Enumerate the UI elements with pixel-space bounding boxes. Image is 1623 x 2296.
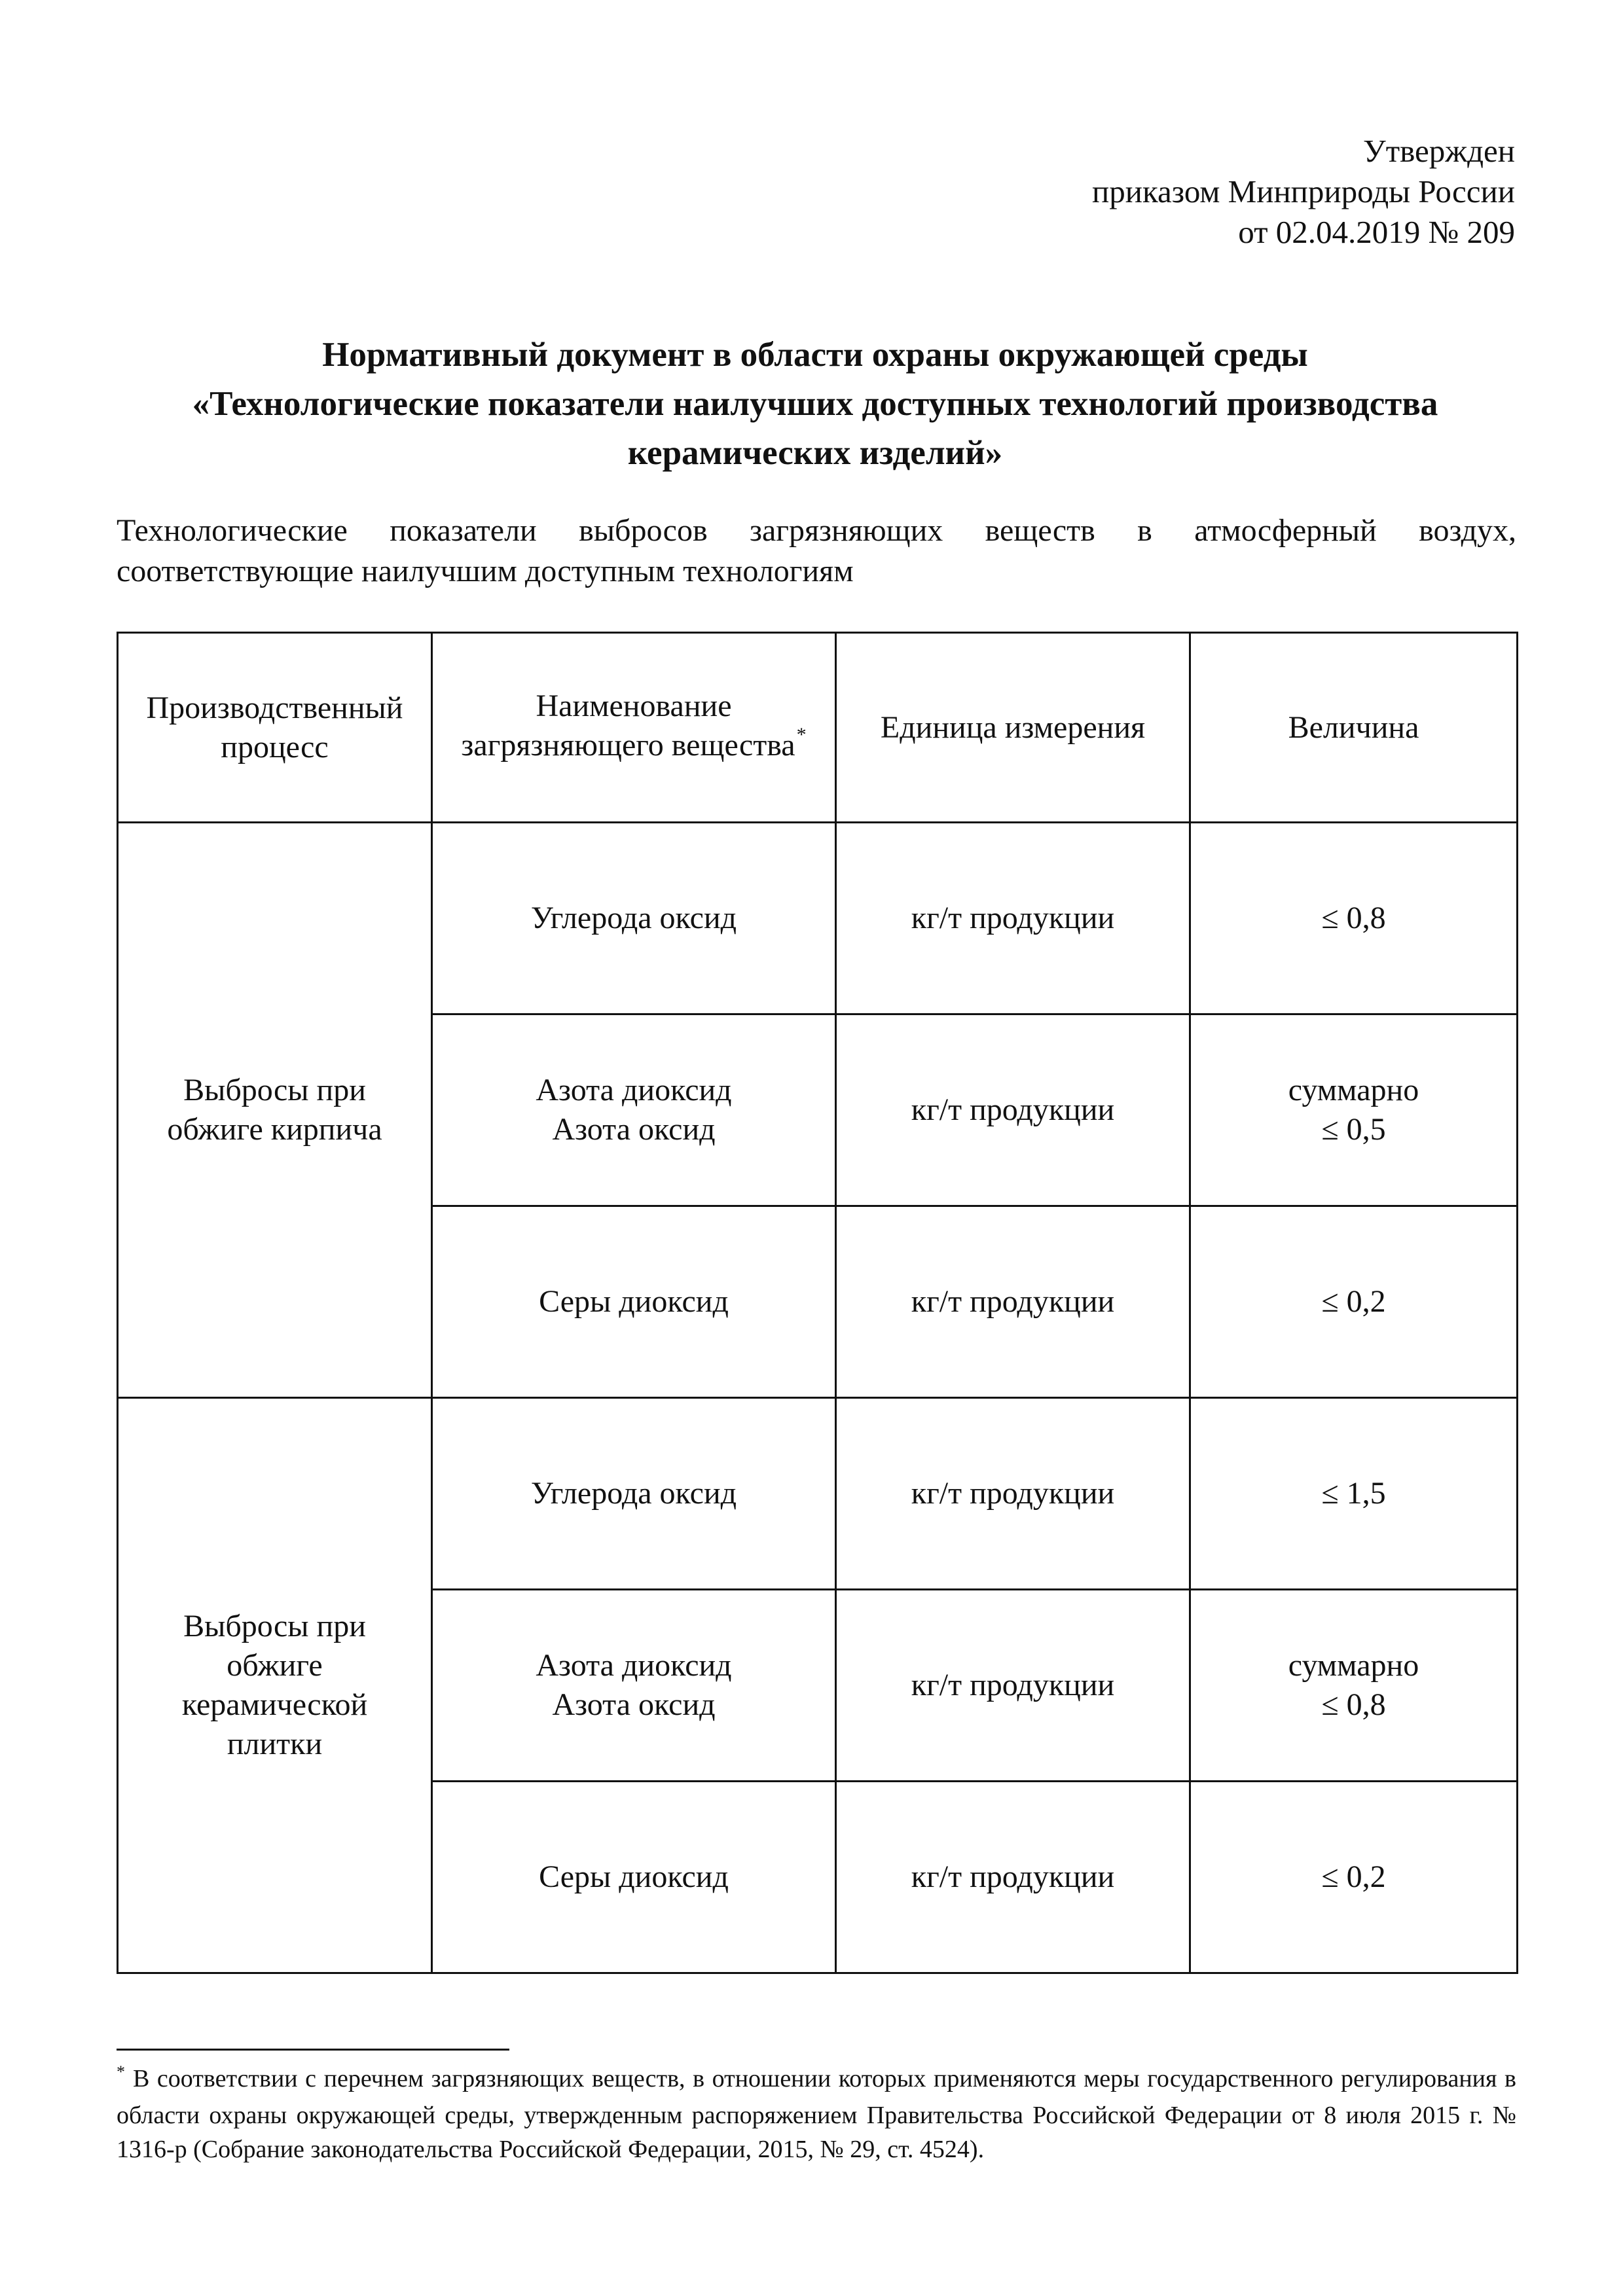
approval-line-3: от 02.04.2019 № 209	[1238, 214, 1515, 250]
table-row	[118, 823, 1518, 1014]
approval-block	[1092, 131, 1515, 253]
unit-cell: кг/т продукции	[836, 1590, 1190, 1782]
substance-cell: Серы диоксид	[432, 1782, 836, 1973]
indicators-table	[117, 632, 1518, 1974]
unit-cell: кг/т продукции	[836, 1782, 1190, 1973]
footnote	[117, 2062, 1516, 2166]
value-cell: ≤ 1,5	[1190, 1398, 1518, 1590]
process-cell: Выбросы при обжиге керамической плитки	[118, 1398, 432, 1973]
footnote-star: *	[117, 2062, 125, 2081]
substance-cell: Азота диоксид Азота оксид	[432, 1590, 836, 1782]
intro-paragraph: Технологические показатели выбросов загрязняющих веществ в атмосферный воздух, соответствующие наилучшим доступным технологиям	[117, 513, 1516, 588]
footnote-divider	[117, 2049, 509, 2051]
process-cell: Выбросы при обжиге кирпича	[118, 823, 432, 1398]
approval-line-2: приказом Минприроды России	[1092, 173, 1515, 209]
table-header-row	[118, 633, 1518, 823]
value-cell: суммарно ≤ 0,8	[1190, 1590, 1518, 1782]
unit-cell: кг/т продукции	[836, 1398, 1190, 1590]
substance-cell: Углерода оксид	[432, 823, 836, 1014]
unit-cell: кг/т продукции	[836, 823, 1190, 1014]
unit-cell: кг/т продукции	[836, 1014, 1190, 1206]
substance-cell: Серы диоксид	[432, 1206, 836, 1398]
value-cell: ≤ 0,2	[1190, 1206, 1518, 1398]
document-title	[105, 331, 1525, 478]
value-cell: ≤ 0,2	[1190, 1782, 1518, 1973]
header-process: Производственный процесс	[118, 633, 432, 823]
footnote-text: В соответствии с перечнем загрязняющих веществ, в отношении которых применяются меры государственного регулирования в области охраны окружающей среды, утвержденным распоряжением Правительства Российской Федерации от 8 июля 2015 г. № 1316-р (Собрание законодательства Российской Федерации, 2015, № 29, ст. 4524).	[117, 2065, 1516, 2163]
value-cell: ≤ 0,8	[1190, 823, 1518, 1014]
title-line-1: Нормативный документ в области охраны окружающей среды	[322, 336, 1308, 374]
footnote-mark: *	[796, 723, 807, 745]
title-line-2: «Технологические показатели наилучших доступных технологий производства	[192, 385, 1438, 423]
header-value: Величина	[1190, 633, 1518, 823]
unit-cell: кг/т продукции	[836, 1206, 1190, 1398]
header-substance: Наименование загрязняющего вещества*	[432, 633, 836, 823]
header-unit: Единица измерения	[836, 633, 1190, 823]
title-line-3: керамических изделий»	[627, 434, 1003, 472]
approval-line-1: Утвержден	[1363, 133, 1515, 169]
value-cell: суммарно ≤ 0,5	[1190, 1014, 1518, 1206]
substance-cell: Углерода оксид	[432, 1398, 836, 1590]
substance-cell: Азота диоксид Азота оксид	[432, 1014, 836, 1206]
table-row	[118, 1398, 1518, 1590]
